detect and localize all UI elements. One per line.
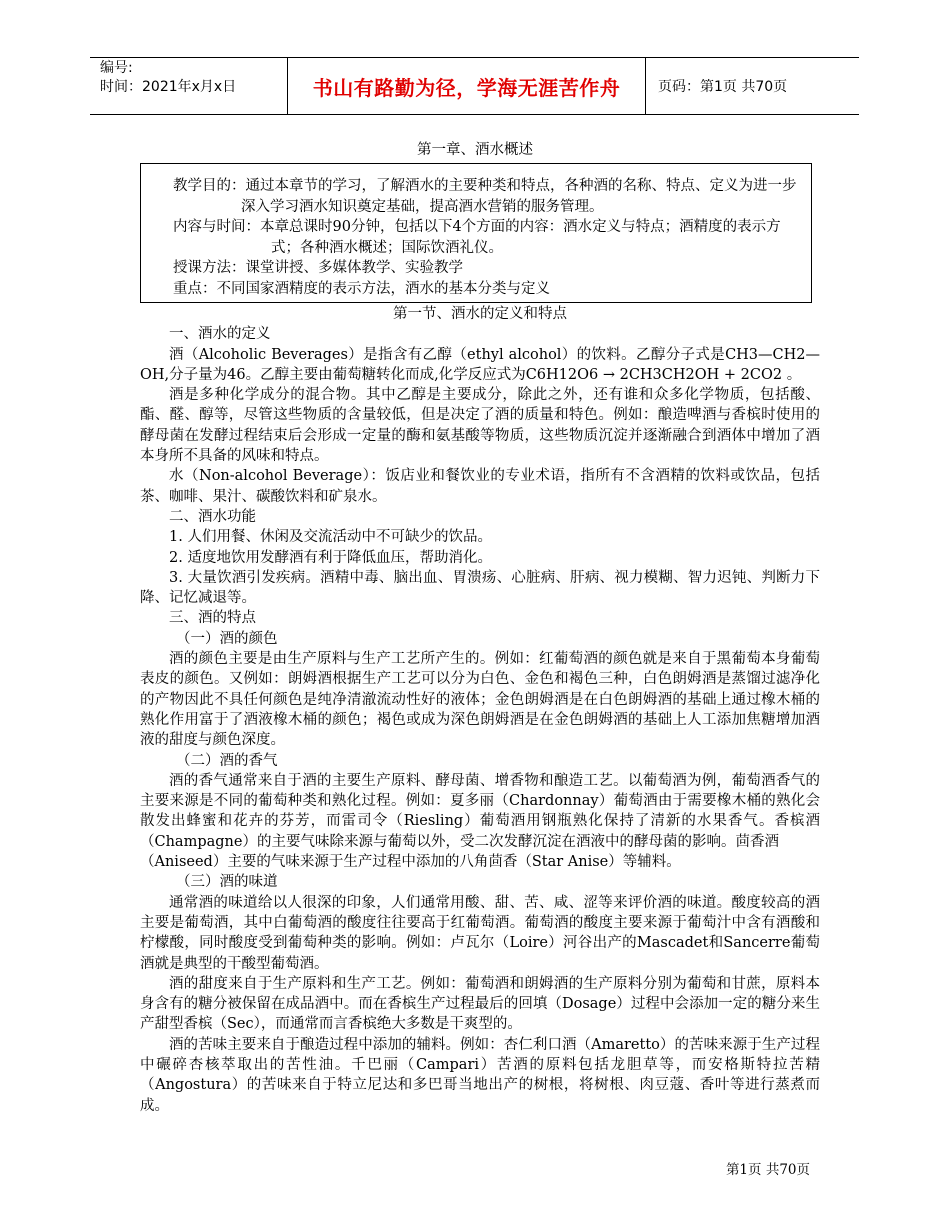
objective-key-points: 重点：不同国家酒精度的表示方法，酒水的基本分类与定义 [173,280,550,297]
header-page-label: 页码：第1页 共70页 [658,79,788,95]
section-title: 第一节、酒水的定义和特点 [393,306,567,322]
list-item: 2. 适度地饮用发酵酒有利于降低血压，帮助消化。 [169,549,492,566]
chapter-title: 第一章、酒水概述 [417,142,533,158]
paragraph: 水（Non-alcohol Beverage）：饭店业和餐饮业的专业术语，指所有不含酒精的饮料或饮品，包括茶、咖啡、果汁、碳酸饮料和矿泉水。 [140,468,820,505]
list-item: 1. 人们用餐、休闲及交流活动中不可缺少的饮品。 [169,529,492,546]
number-label: 编号: [100,60,133,76]
header-motto: 书山有路勤为径，学海无涯苦作舟 [287,58,646,114]
paragraph: 酒是多种化学成分的混合物。其中乙醇是主要成分，除此之外，还有谁和众多化学物质，包括酸、酯、醛、醇等，尽管这些物质的含量较低，但是决定了酒的质量和特色。例如：酿造啤酒与香槟时使用的酵母菌在发酵过程结束后会形成一定量的酶和氨基酸等物质，这些物质沉淀并逐渐融合到酒体中增加了酒本身所不具备的风味和特点。 [140,387,820,465]
paragraph: （Aniseed）主要的气味来源于生产过程中添加的八角茴香（Star Anise）等辅料。 [140,854,681,871]
page-header [90,57,859,115]
subheading-color: （一）酒的颜色 [176,630,278,647]
paragraph: 酒的颜色主要是由生产原料与生产工艺所产生的。例如：红葡萄酒的颜色就是来自于黑葡萄本身葡萄表皮的颜色。又例如：朗姆酒根据生产工艺可以分为白色、金色和褐色三种，白色朗姆酒是蒸馏过滤净化的产物因此不具任何颜色是纯净清澈流动性好的液体；金色朗姆酒是在白色朗姆酒的基础上通过橡木桶的熟化作用富于了酒液橡木桶的颜色；褐色或成为深色朗姆酒是在金色朗姆酒的基础上人工添加焦糖增加酒液的甜度与颜色深度。 [140,651,820,749]
list-item: 3. 大量饮酒引发疾病。酒精中毒、脑出血、胃溃疡、心脏病、肝病、视力模糊、智力迟钝、判断力下降、记忆减退等。 [140,569,820,607]
objective-content-time: 内容与时间：本章总课时90分钟，包括以下4个方面的内容：酒水定义与特点；酒精度的表示方式；各种酒水概述；国际饮酒礼仪。 [173,219,781,256]
objective-method: 授课方法：课堂讲授、多媒体教学、实验教学 [173,260,463,276]
subheading-aroma: （二）酒的香气 [176,752,278,769]
paragraph: 酒（Alcoholic Beverages）是指含有乙醇（ethyl alcohol）的饮料。乙醇分子式是CH3—CH2—OH,分子量为46。乙醇主要由葡萄糖转化而成,化学反应式为C6H12O6 → 2CH3CH2OH + 2CO2 。 [140,346,820,383]
time-label: 时间：2021年x月x日 [100,79,237,95]
heading-characteristics: 三、酒的特点 [169,610,256,627]
paragraph: 酒的香气通常来自于酒的主要生产原料、酵母菌、增香物和酿造工艺。以葡萄酒为例，葡萄酒香气的主要来源是不同的葡萄种类和熟化过程。例如：夏多丽（Chardonnay）葡萄酒由于需要橡木桶的熟化会散发出蜂蜜和花卉的芬芳，而雷司令（Riesling）葡萄酒用钢瓶熟化保持了清新的水果香气。香槟酒（Champagne）的主要气味除来源与葡萄以外，受二次发酵沉淀在酒液中的酵母菌的影响。茴香酒 [140,772,820,850]
paragraph: 酒的苦味主要来自于酿造过程中添加的辅料。例如：杏仁利口酒（Amaretto）的苦味来源于生产过程中碾碎杏核萃取出的苦性油。千巴丽（Campari）苦酒的原料包括龙胆草等，而安格斯特拉苦精（Angostura）的苦味来自于特立尼达和多巴哥当地出产的树根，将树根、肉豆蔻、香叶等进行蒸煮而成。 [140,1036,820,1114]
heading-functions: 二、酒水功能 [169,508,256,525]
header-meta [90,58,288,114]
objectives-box [140,163,812,303]
page-footer: 第1页 共70页 [725,1162,810,1178]
paragraph: 通常酒的味道给以人很深的印象，人们通常用酸、甜、苦、咸、涩等来评价酒的味道。酸度较高的酒主要是葡萄酒，其中白葡萄酒的酸度往往要高于红葡萄酒。葡萄酒的酸度主要来源于葡萄汁中含有酒酸和柠檬酸，同时酸度受到葡萄种类的影响。例如：卢瓦尔（Loire）河谷出产的Mascadet和Sancerre葡萄酒就是典型的干酸型葡萄酒。 [140,894,820,972]
heading-definition: 一、酒水的定义 [169,326,271,343]
body-content [140,304,820,1116]
subheading-taste: （三）酒的味道 [176,874,278,891]
paragraph: 酒的甜度来自于生产原料和生产工艺。例如：葡萄酒和朗姆酒的生产原料分别为葡萄和甘蔗，原料本身含有的糖分被保留在成品酒中。而在香槟生产过程最后的回填（Dosage）过程中会添加一定的糖分来生产甜型香槟（Sec），而通常而言香槟绝大多数是干爽型的。 [140,975,820,1033]
objective-purpose: 教学目的：通过本章节的学习，了解酒水的主要种类和特点，各种酒的名称、特点、定义为进一步深入学习酒水知识奠定基础，提高酒水营销的服务管理。 [173,178,797,215]
